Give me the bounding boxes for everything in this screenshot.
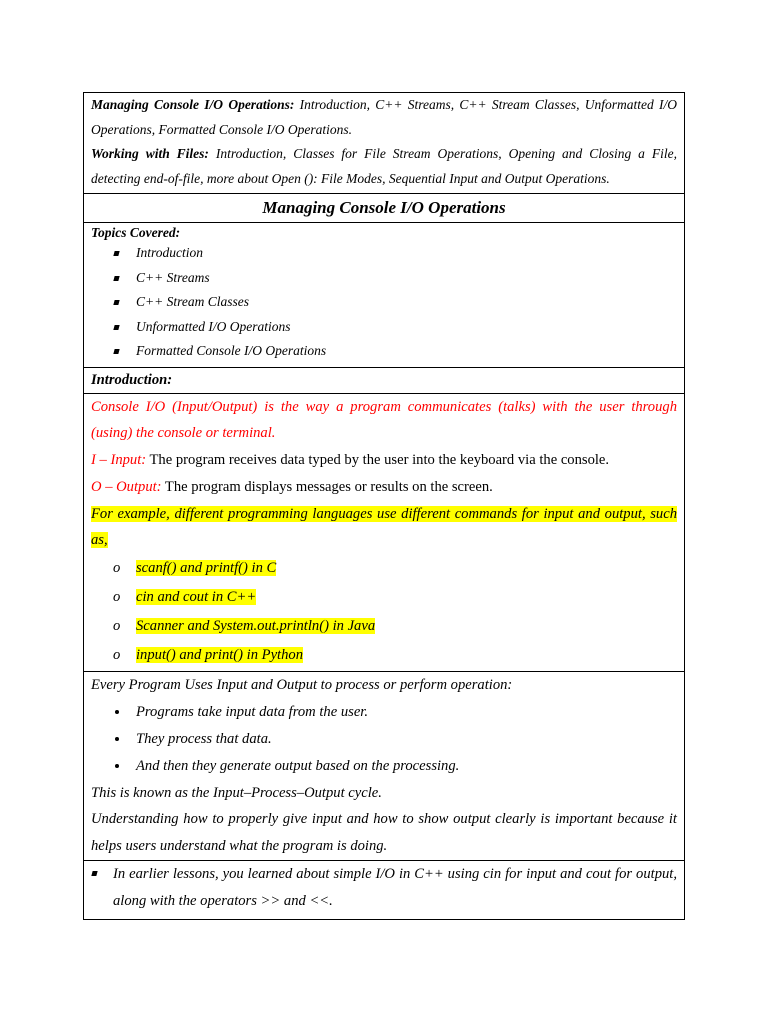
overview-console-label: Managing Console I/O Operations:	[91, 97, 295, 112]
command-label: Scanner and System.out.println() in Java	[136, 617, 376, 634]
square-bullet-icon	[114, 315, 119, 340]
overview-console-text: Introduction, C++ Streams, C++ Stream Classes, Unformatted I/O Operations, Formatted Console I/O Operations.	[91, 97, 677, 137]
topics-list	[91, 241, 677, 364]
section-title-cell	[84, 194, 684, 223]
topics-cell	[84, 223, 684, 368]
introduction-heading: Introduction:	[91, 371, 173, 388]
importance-text: Understanding how to properly give input and how to show output clearly is important because it helps users understand what the program is doing.	[91, 811, 677, 855]
topic-label: Unformatted I/O Operations	[136, 318, 291, 334]
output-definition	[91, 474, 677, 501]
square-bullet-icon	[114, 266, 119, 291]
overview-cell	[84, 93, 684, 194]
dot-bullet-icon	[115, 710, 119, 714]
topic-item	[91, 290, 677, 315]
command-label: cin and cout in C++	[136, 589, 257, 606]
program-io-item	[91, 753, 677, 780]
command-item	[91, 612, 677, 641]
overview-console	[91, 93, 677, 142]
introduction-content-cell	[84, 394, 684, 673]
topic-item	[91, 339, 677, 364]
example-text	[91, 501, 677, 555]
overview-files	[91, 142, 677, 191]
overview-files-text: Introduction, Classes for File Stream Operations, Opening and Closing a File, detecting end-of-file, more about Open (): File Modes, Sequential Input and Output Operations.	[91, 146, 678, 186]
output-text: The program displays messages or results on the screen.	[161, 478, 493, 495]
example-highlight: For example, different programming languages use different commands for input and output, such as,	[91, 505, 677, 549]
command-item	[91, 641, 677, 670]
document-table	[83, 92, 685, 920]
program-io-lead: Every Program Uses Input and Output to process or perform operation:	[91, 677, 513, 694]
console-io-definition: Console I/O (Input/Output) is the way a program communicates (talks) with the user through (using) the console or terminal.	[91, 398, 677, 442]
command-item	[91, 554, 677, 583]
ipo-cycle-text: This is known as the Input–Process–Output cycle.	[91, 784, 382, 801]
topic-item	[91, 241, 677, 266]
program-io-cell	[84, 672, 684, 861]
program-io-label: They process that data.	[136, 731, 272, 748]
program-io-item	[91, 726, 677, 753]
earlier-lessons-item	[91, 861, 677, 915]
command-item	[91, 583, 677, 612]
circle-bullet-icon: o	[113, 560, 121, 577]
introduction-heading-cell	[84, 368, 684, 394]
command-label: scanf() and printf() in C	[136, 560, 277, 577]
circle-bullet-icon: o	[113, 617, 121, 634]
program-io-list	[91, 699, 677, 779]
topic-label: Introduction	[136, 245, 203, 260]
circle-bullet-icon: o	[113, 646, 121, 663]
program-io-item	[91, 699, 677, 726]
input-definition	[91, 447, 677, 474]
command-label: input() and print() in Python	[136, 646, 303, 663]
circle-bullet-icon: o	[113, 589, 121, 606]
topic-item	[91, 266, 677, 291]
earlier-lessons-cell	[84, 861, 684, 919]
topic-item	[91, 315, 677, 340]
earlier-lessons-text: In earlier lessons, you learned about simple I/O in C++ using cin for input and cout for output, along with the operators >> and <<.	[113, 866, 677, 909]
square-bullet-icon	[91, 871, 97, 876]
dot-bullet-icon	[115, 737, 119, 741]
program-io-label: Programs take input data from the user.	[136, 704, 369, 721]
topics-heading: Topics Covered:	[91, 225, 181, 240]
section-title: Managing Console I/O Operations	[262, 198, 506, 217]
topic-label: C++ Stream Classes	[136, 294, 249, 309]
overview-files-label: Working with Files:	[91, 146, 209, 161]
program-io-label: And then they generate output based on the processing.	[136, 757, 460, 774]
commands-list	[91, 554, 677, 669]
input-text: The program receives data typed by the user into the keyboard via the console.	[146, 452, 610, 469]
square-bullet-icon	[114, 290, 119, 315]
square-bullet-icon	[114, 241, 119, 266]
topic-label: Formatted Console I/O Operations	[136, 343, 327, 358]
square-bullet-icon	[114, 339, 119, 364]
topic-label: C++ Streams	[136, 269, 210, 285]
dot-bullet-icon	[115, 764, 119, 768]
input-label: I – Input:	[91, 452, 147, 469]
output-label: O – Output:	[91, 478, 162, 495]
